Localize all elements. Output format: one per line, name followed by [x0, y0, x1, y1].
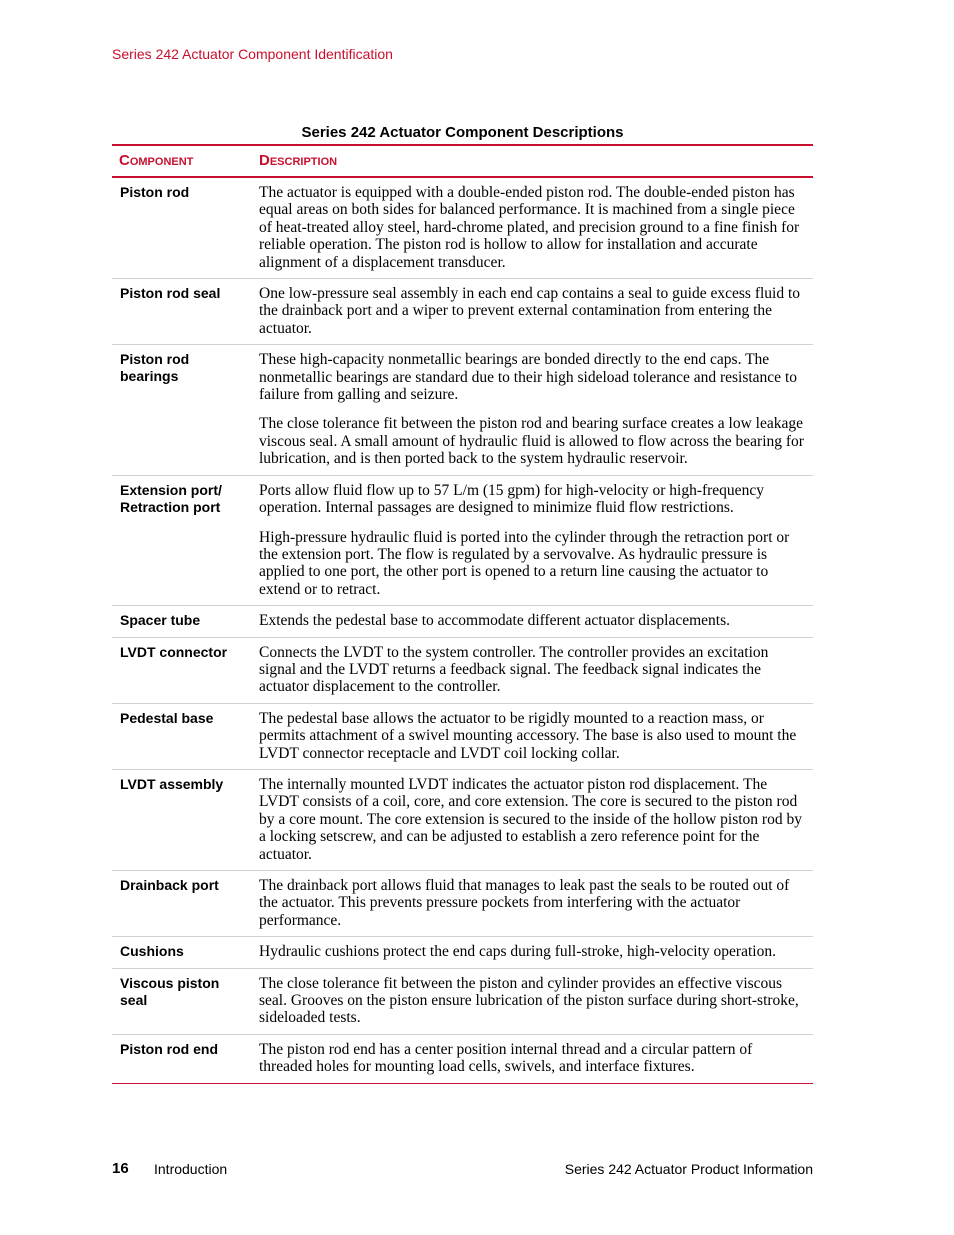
component-description	[252, 871, 813, 936]
table-row	[112, 345, 813, 475]
component-name: LVDT assembly	[120, 775, 224, 792]
table-row	[112, 1035, 813, 1084]
component-description	[252, 638, 813, 703]
table-row	[112, 638, 813, 704]
component-name: Piston rod bearings	[120, 351, 190, 385]
table-row	[112, 178, 813, 279]
page-number: 16	[112, 1160, 129, 1177]
description-paragraph: The actuator is equipped with a double-ended piston rod. The double-ended piston has equal areas on both sides for balanced performance. It is machined from a single piece of heat-treated alloy steel, hard-chrome plated, and precision ground to a fine finish for reliable operation. The piston rod is hollow to allow for installation and accurate alignment of a displacement transducer.	[259, 184, 800, 271]
component-description	[252, 704, 813, 769]
table-row	[112, 770, 813, 871]
footer-document-title: Series 242 Actuator Product Information	[564, 1161, 813, 1177]
component-name: Drainback port	[120, 877, 219, 893]
table-row	[112, 606, 813, 637]
description-paragraph: Connects the LVDT to the system controller. The controller provides an excitation signal and the LVDT returns a feedback signal. The feedback signal indicates the actuator displacement to the controller.	[259, 643, 769, 696]
description-paragraph: The pedestal base allows the actuator to be rigidly mounted to a reaction mass, or permits attachment of a swivel mounting accessory. The base is also used to mount the LVDT connector receptacle and LVDT coil locking collar.	[259, 709, 797, 762]
component-description	[252, 969, 813, 1034]
footer-section-name: Introduction	[154, 1161, 228, 1177]
component-description	[252, 178, 813, 278]
component-description	[252, 279, 813, 344]
description-paragraph: Hydraulic cushions protect the end caps during full-stroke, high-velocity operation.	[259, 943, 776, 961]
component-table	[112, 144, 813, 1084]
component-name: Piston rod	[120, 184, 190, 200]
component-description	[252, 476, 813, 605]
description-paragraph: The close tolerance fit between the piston and cylinder provides an effective viscous seal. Grooves on the piston ensure lubrication of the piston surface during short-stroke, sideloaded tests.	[259, 974, 799, 1027]
component-name: Piston rod end	[120, 1040, 218, 1057]
table-header-row	[112, 146, 813, 178]
description-paragraph: High-pressure hydraulic fluid is ported into the cylinder through the retraction port or the extension port. The flow is regulated by a servovalve. As hydraulic pressure is applied to one port, the other port is opened to a return line causing the actuator to extend or to retract.	[259, 528, 790, 598]
description-paragraph: Extends the pedestal base to accommodate different actuator displacements.	[259, 612, 730, 630]
description-paragraph: These high-capacity nonmetallic bearings are bonded directly to the end caps. The nonmetallic bearings are standard due to their high sideload tolerance and resistance to failure from galling and seizure.	[259, 351, 797, 404]
component-name: LVDT connector	[120, 643, 228, 660]
description-paragraph: Ports allow fluid flow up to 57 L/m (15 gpm) for high-velocity or high-frequency operation. Internal passages are designed to minimize fluid flow restrictions.	[259, 481, 764, 517]
table-row	[112, 279, 813, 345]
description-paragraph: The piston rod end has a center position internal thread and a circular pattern of threaded holes for mounting load cells, swivels, and interface fixtures.	[259, 1040, 753, 1076]
component-description	[252, 770, 813, 870]
table-row	[112, 937, 813, 968]
description-paragraph: The internally mounted LVDT indicates the actuator piston rod displacement. The LVDT consists of a coil, core, and core extension. The core is secured to the piston rod by a core mount. The core extension is secured to the inside of the hollow piston rod by a locking setscrew, and can be adjusted to establish a zero reference point for the actuator.	[259, 775, 802, 863]
table-row	[112, 969, 813, 1035]
header-description: Description	[259, 152, 338, 169]
component-name: Pedestal base	[120, 709, 214, 726]
running-head: Series 242 Actuator Component Identification	[112, 46, 393, 62]
component-description	[252, 345, 813, 474]
component-name: Piston rod seal	[120, 285, 221, 302]
description-paragraph: The drainback port allows fluid that manages to leak past the seals to be routed out of the actuator. This prevents pressure pockets from interfering with the actuator performance.	[259, 877, 790, 929]
component-name: Spacer tube	[120, 612, 201, 629]
header-component: Component	[119, 152, 194, 169]
component-name: Viscous piston seal	[120, 974, 220, 1008]
table-title: Series 242 Actuator Component Descriptions	[301, 124, 624, 141]
component-description	[252, 1035, 813, 1083]
description-paragraph: The close tolerance fit between the piston rod and bearing surface creates a low leakage viscous seal. A small amount of hydraulic fluid is allowed to flow across the bearing for lubrication, and is then ported back to the system hydraulic reservoir.	[259, 415, 804, 468]
table-row	[112, 704, 813, 770]
table-row	[112, 476, 813, 606]
table-row	[112, 871, 813, 937]
description-paragraph: One low-pressure seal assembly in each end cap contains a seal to guide excess fluid to the drainback port and a wiper to prevent external contamination from entering the actuator.	[259, 285, 801, 337]
component-name: Extension port/ Retraction port	[120, 481, 222, 515]
component-description	[252, 606, 813, 636]
component-name: Cushions	[120, 943, 184, 960]
component-description	[252, 937, 813, 967]
